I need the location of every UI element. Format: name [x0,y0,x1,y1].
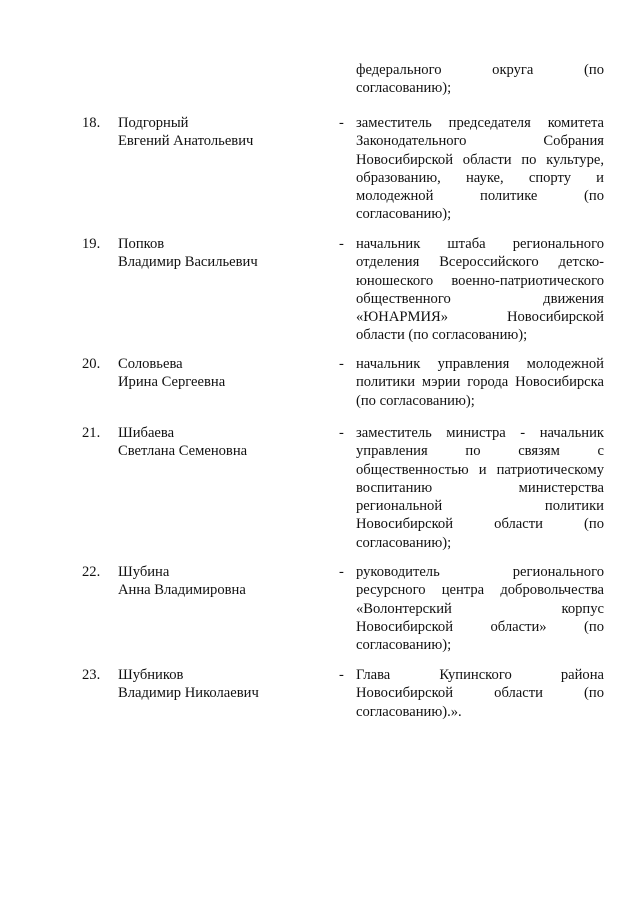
description-line: общественного движения [356,290,604,307]
entry-dash: - [339,564,344,580]
description-line: «ЮНАРМИЯ» Новосибирской [356,309,604,326]
entry-number: 19. [82,236,101,252]
entry-description [356,114,604,224]
entry-dash: - [339,236,344,252]
description-line: согласованию); [356,534,452,551]
continuation-description [356,61,604,98]
entry-number: 18. [82,115,101,131]
entry-surname: Подгорный [118,115,189,131]
entry-number: 20. [82,356,101,372]
description-line: управления по связям с [356,443,604,460]
entry-dash: - [339,356,344,372]
entry-name [118,235,258,272]
entry-description [356,563,604,654]
entry-name [118,424,247,461]
entry-description [356,424,604,552]
description-line: Новосибирской области (по [356,685,604,702]
description-line: молодежной политике (по [356,188,604,205]
description-line: региональной политики [356,498,604,515]
description-line: области (по согласованию); [356,327,528,344]
entry-surname: Шибаева [118,425,175,441]
entry-given-name: Владимир Николаевич [118,685,259,702]
entry-name [118,563,246,600]
description-line: воспитанию министерства [356,479,604,496]
entry-given-name: Евгений Анатольевич [118,133,254,150]
entry-name [118,355,225,392]
description-line: согласованию).». [356,703,462,720]
description-line: Глава Купинского района [356,667,604,683]
entry-given-name: Светлана Семеновна [118,443,248,460]
description-line: согласованию); [356,637,452,654]
description-line: согласованию); [356,80,452,97]
entry-name [118,114,253,151]
description-line: согласованию); [356,206,452,223]
description-line: заместитель министра - начальник [356,425,604,441]
description-line: (по согласованию); [356,392,475,409]
description-line: ресурсного центра добровольчества [356,582,604,599]
description-line: политики мэрии города Новосибирска [356,374,604,391]
entry-surname: Соловьева [118,356,183,372]
entry-number: 22. [82,564,101,580]
description-line: Новосибирской области» (по [356,618,604,635]
entry-given-name: Анна Владимировна [118,582,246,599]
description-line: юношеского военно-патриотического [356,272,604,289]
entry-surname: Шубина [118,564,170,580]
entry-number: 21. [82,425,101,441]
description-line: Законодательного Собрания [356,133,604,150]
entry-description [356,355,604,410]
description-line: общественностью и патриотическому [356,461,604,478]
entry-dash: - [339,425,344,441]
description-line: федерального округа (по [356,62,604,78]
entry-name [118,666,259,703]
entry-given-name: Ирина Сергеевна [118,374,226,391]
description-line: Новосибирской области по культуре, [356,151,604,168]
description-line: начальник управления молодежной [356,356,604,372]
entry-surname: Попков [118,236,165,252]
description-line: начальник штаба регионального [356,236,604,252]
description-line: заместитель председателя комитета [356,115,604,131]
entry-description [356,235,604,345]
entry-given-name: Владимир Васильевич [118,254,258,271]
entry-description [356,666,604,721]
description-line: руководитель регионального [356,564,604,580]
description-line: отделения Всероссийского детско- [356,254,604,271]
description-line: Новосибирской области (по [356,516,604,533]
description-line: «Волонтерский корпус [356,600,604,617]
entry-number: 23. [82,667,101,683]
description-line: образованию, науке, спорту и [356,169,604,186]
entry-surname: Шубников [118,667,184,683]
entry-dash: - [339,667,344,683]
entry-dash: - [339,115,344,131]
